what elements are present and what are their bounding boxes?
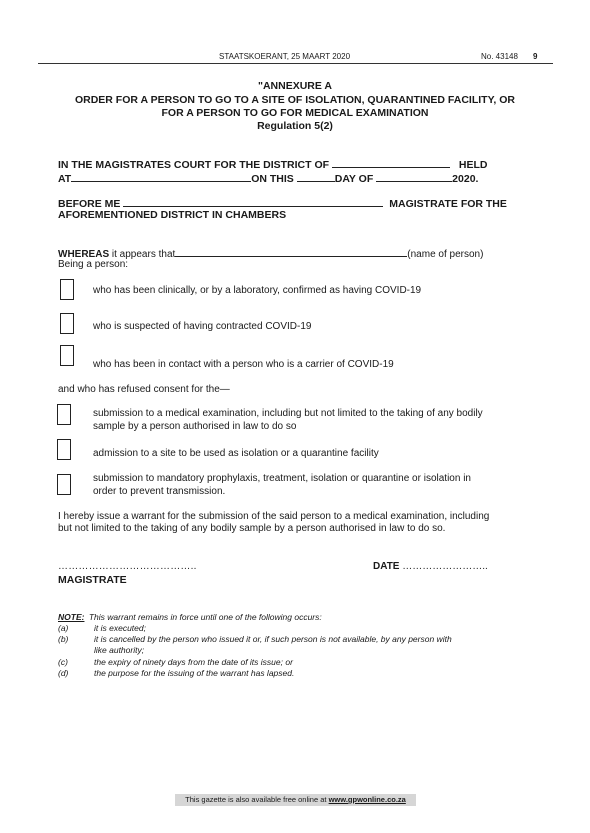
note-item-b: it is cancelled by the person who issued it or, if such person is not available, by any person with [94,634,452,644]
name-hint: (name of person) [407,249,484,260]
page-number: 9 [533,52,538,61]
magistrate-for-label: MAGISTRATE FOR THE [389,198,507,210]
signature-dots[interactable]: ………………………………….. [58,561,197,572]
note-item-d: the purpose for the issuing of the warrant has lapsed. [94,668,295,678]
header-divider [38,63,553,64]
refused-consent-text: and who has refused consent for the— [58,384,230,395]
regulation-reference: Regulation 5(2) [257,120,333,132]
court-line-2 [58,171,478,185]
note-letter-b: (b) [58,634,69,644]
warrant-line-1: I hereby issue a warrant for the submission of the said person to a medical examination, including [58,511,490,522]
whereas-line [58,246,483,260]
gazette-number: No. 43148 [481,52,518,61]
month-blank[interactable] [376,171,452,182]
order-title-line-1: ORDER FOR A PERSON TO GO TO A SITE OF ISOLATION, QUARANTINED FACILITY, OR [74,94,516,106]
district-chambers-line: AFOREMENTIONED DISTRICT IN CHAMBERS [58,209,287,221]
consent-medical-line-1: submission to a medical examination, including but not limited to the taking of any bodily [93,408,483,419]
prophylaxis-checkbox[interactable] [57,474,71,495]
note-letter-c: (c) [58,657,68,667]
contact-covid-checkbox[interactable] [60,345,74,366]
annexure-heading: "ANNEXURE A [257,80,332,92]
magistrate-name-blank[interactable] [123,196,383,207]
confirmed-covid-checkbox[interactable] [60,279,74,300]
note-intro: This warrant remains in force until one of the following occurs: [88,612,322,622]
option-suspected: who is suspected of having contracted COVID-19 [93,321,312,332]
isolation-site-checkbox[interactable] [57,439,71,460]
day-of-label: DAY OF [334,173,374,185]
magistrate-label: MAGISTRATE [58,574,127,586]
note-label: NOTE: [58,612,85,622]
footer-link[interactable]: www.gpwonline.co.za [328,795,406,804]
suspected-covid-checkbox[interactable] [60,313,74,334]
consent-prophylaxis-line-2: order to prevent transmission. [93,486,226,497]
whereas-label: WHEREAS [58,249,110,260]
before-line [58,196,507,210]
note-letter-d: (d) [58,668,69,678]
note-header [58,612,322,622]
date-dots[interactable]: …………………….. [402,561,488,572]
warrant-line-2: but not limited to the taking of any bodily sample by a person authorised in law to do so. [58,523,446,534]
medical-exam-checkbox[interactable] [57,404,71,425]
before-me-label: BEFORE ME [58,198,121,210]
order-title-line-2: FOR A PERSON TO GO FOR MEDICAL EXAMINATION [161,107,429,119]
at-label: AT [58,173,72,185]
person-name-blank[interactable] [175,246,407,257]
note-letter-a: (a) [58,623,69,633]
option-contact: who has been in contact with a person who is a carrier of COVID-19 [93,359,394,370]
appears-text: it appears that [111,249,176,260]
gazette-publication: STAATSKOERANT, 25 MAART 2020 [219,52,351,61]
consent-medical-line-2: sample by a person authorised in law to do so [93,421,297,432]
note-item-b-continued: like authority; [94,645,145,655]
date-label: DATE [373,561,400,572]
being-a-person: Being a person: [58,259,129,270]
date-line [373,561,488,572]
place-blank[interactable] [71,171,251,182]
note-item-c: the expiry of ninety days from the date of its issue; or [94,657,293,667]
day-blank[interactable] [297,171,335,182]
gazette-footer [175,794,416,806]
consent-isolation: admission to a site to be used as isolation or a quarantine facility [93,448,379,459]
district-blank[interactable] [332,157,450,168]
on-this-label: ON THIS [251,173,294,185]
court-intro: IN THE MAGISTRATES COURT FOR THE DISTRICT OF [58,159,330,171]
footer-text: This gazette is also available free online at [185,795,327,804]
option-confirmed: who has been clinically, or by a laboratory, confirmed as having COVID-19 [93,285,422,296]
note-item-a: it is executed; [94,623,146,633]
year-label: 2020. [452,173,479,185]
consent-prophylaxis-line-1: submission to mandatory prophylaxis, treatment, isolation or quarantine or isolation in [93,473,471,484]
held-label: HELD [458,159,488,171]
court-line-1 [58,157,487,171]
